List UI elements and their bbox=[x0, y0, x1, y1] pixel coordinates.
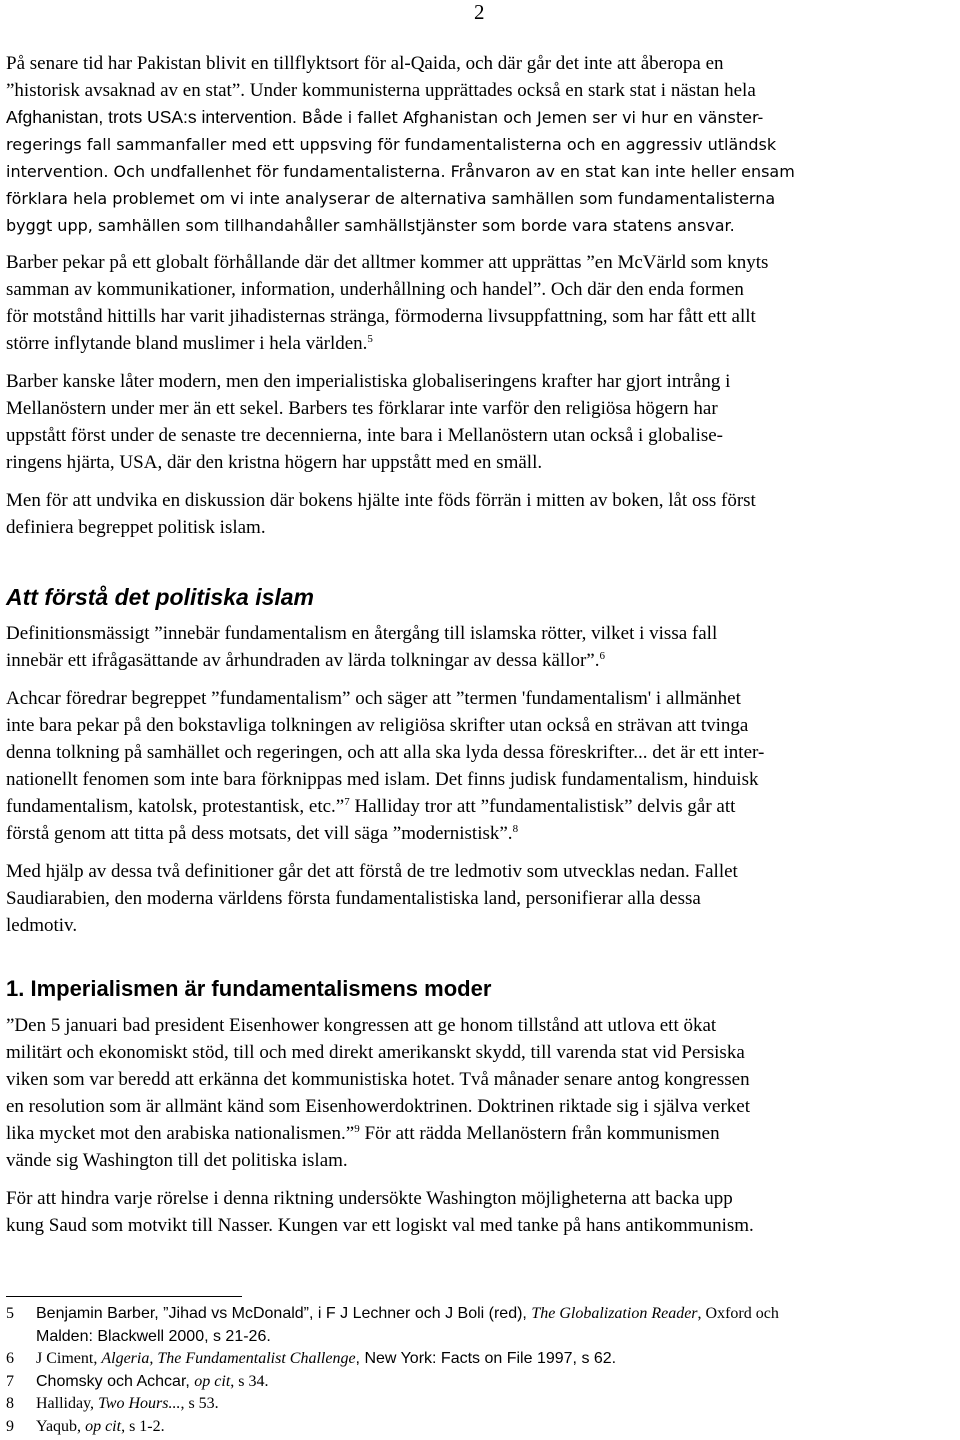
footnote-number: 9 bbox=[6, 1417, 14, 1435]
text-run: förklara hela problemet om vi inte analyserar de alternativa samhällen som fundamentalisterna bbox=[6, 189, 776, 208]
text-run: denna tolkning på samhället och regeringen, och att alla ska lyda dessa föreskrifter... det är ett inter- bbox=[6, 742, 765, 763]
text-run: För att hindra varje rörelse i denna riktning undersökte Washington möjligheterna att backa upp bbox=[6, 1188, 733, 1209]
footnote bbox=[6, 1303, 950, 1348]
footnote-number: 8 bbox=[6, 1395, 14, 1412]
text-run: Barber pekar på ett globalt förhållande där det alltmer kommer att upprättas ”en McVärld som knyts bbox=[6, 252, 769, 273]
page-number: 2 bbox=[474, 0, 485, 24]
text-run: , Oxford och bbox=[697, 1305, 779, 1322]
italic-text: Algeria, The Fundamentalist Challenge bbox=[101, 1350, 356, 1367]
text-run: Barber kanske låter modern, men den imperialistiska globaliseringens krafter har gjort intrång i bbox=[6, 371, 731, 392]
footnote-ref: 8 bbox=[512, 823, 519, 835]
text-run: Achcar föredrar begreppet ”fundamentalism” och säger att ”termen 'fundamentalism' i allmänhet bbox=[6, 688, 741, 709]
text-run: Yaqub, bbox=[36, 1417, 86, 1435]
paragraph bbox=[6, 685, 950, 847]
text-run: , s 1-2. bbox=[121, 1417, 165, 1435]
footnote bbox=[6, 1371, 950, 1394]
footnote-ref: 7 bbox=[344, 796, 350, 808]
italic-text: The Globalization Reader bbox=[531, 1305, 698, 1322]
text-run: Definitionsmässigt ”innebär fundamentalism en återgång till islamska rötter, vilket i vissa fall bbox=[6, 623, 718, 644]
text-run: För att rädda Mellanöstern från kommunismen bbox=[359, 1123, 720, 1144]
footnote-text bbox=[36, 1371, 950, 1394]
text-run: , s 34. bbox=[230, 1372, 269, 1390]
paragraph bbox=[6, 368, 950, 476]
text-run: kung Saud som motvikt till Nasser. Kungen var ett logiskt val med tanke på hans antikommunism. bbox=[6, 1215, 754, 1236]
text-run: Chomsky och Achcar, bbox=[36, 1372, 195, 1390]
text-run: definiera begreppet politisk islam. bbox=[6, 517, 266, 538]
footnote-number: 7 bbox=[6, 1372, 14, 1390]
text-run: Malden: Blackwell 2000, s 21-26. bbox=[36, 1327, 271, 1345]
footnote-text bbox=[36, 1416, 950, 1439]
footnote-text bbox=[36, 1393, 950, 1416]
text-run: för motstånd hittills har varit jihadisternas stränga, förmoderna livsuppfattning, som har fått ett allt bbox=[6, 306, 756, 327]
paragraph bbox=[6, 1185, 950, 1239]
text-run: ringens hjärta, USA, där den kristna högern har uppstått med en smäll. bbox=[6, 452, 543, 473]
paragraph bbox=[6, 249, 950, 357]
text-run: regerings fall sammanfaller med ett uppsving för fundamentalisterna och en aggressiv utländsk bbox=[6, 135, 777, 154]
paragraph bbox=[6, 487, 950, 541]
italic-text: Two Hours... bbox=[98, 1395, 181, 1412]
text-run: J Ciment, bbox=[36, 1350, 102, 1367]
text-run: n av en stat kan inte heller ensam bbox=[520, 162, 795, 181]
footnote-separator bbox=[6, 1296, 242, 1297]
text-run: innebär ett ifrågasättande av århundraden av lärda tolkningar av dessa källor”. bbox=[6, 650, 600, 671]
text-run: ledmotiv. bbox=[6, 915, 78, 936]
footnote-text bbox=[36, 1348, 950, 1371]
footnote bbox=[6, 1393, 950, 1416]
footnote-ref: 5 bbox=[367, 333, 373, 345]
document-body bbox=[6, 50, 950, 1250]
text-run: viken som var beredd att erkänna det kommunistiska hotet. Två månader senare antog kongressen bbox=[6, 1069, 750, 1090]
section-heading: 1. Imperialismen är fundamentalismens moder bbox=[6, 976, 492, 1001]
text-run: Frånvaro bbox=[445, 162, 521, 181]
text-run: Men för att undvika en diskussion där bokens hjälte inte föds förrän i mitten av boken, låt oss först bbox=[6, 490, 756, 511]
footnote bbox=[6, 1348, 950, 1371]
text-run: På senare tid har Pakistan blivit en tillflyktsort för al-Qaida, och där går det inte att åberopa en bbox=[6, 53, 724, 74]
text-run: ”historisk avsaknad av en stat”. Under kommunisterna upprättades också en stark stat i nästan hela bbox=[6, 80, 756, 101]
text-run: Saudiarabien, den moderna världens första fundamentalistiska land, personifierar alla dessa bbox=[6, 888, 701, 909]
text-run: intervention. Och undfallenhet för fundamentalisterna. bbox=[6, 162, 446, 181]
footnote-number: 5 bbox=[6, 1305, 14, 1322]
text-run: förstå genom att titta på dess motsats, det vill säga ”modernistisk”. bbox=[6, 823, 513, 844]
paragraph bbox=[6, 50, 950, 239]
text-run: Både i fallet Afghanistan och Jemen ser vi hur en vänster- bbox=[296, 108, 764, 127]
text-run: Afghanistan, trots USA:s intervention. bbox=[6, 107, 297, 127]
text-run: Halliday tror att ”fundamentalistisk” delvis går att bbox=[349, 796, 736, 817]
paragraph bbox=[6, 858, 950, 939]
footnote bbox=[6, 1416, 950, 1439]
text-run: samman av kommunikationer, information, underhållning och handel”. Och där den enda formen bbox=[6, 279, 744, 300]
text-run: lika mycket mot den arabiska nationalismen.” bbox=[6, 1123, 355, 1144]
text-run: byggt upp, samhällen som tillhandahåller samhällstjänster som borde vara statens ansvar. bbox=[6, 216, 735, 235]
italic-text: op cit bbox=[85, 1417, 122, 1435]
text-run: Mellanöstern under mer än ett sekel. Barbers tes förklarar inte varför den religiösa högern har bbox=[6, 398, 718, 419]
footnote-number: 6 bbox=[6, 1350, 14, 1367]
text-run: större inflytande bland muslimer i hela världen. bbox=[6, 333, 368, 354]
footnote-text bbox=[36, 1303, 950, 1348]
text-run: Halliday, bbox=[36, 1395, 99, 1412]
text-run: nationellt fenomen som inte bara förknippas med islam. Det finns judisk fundamentalism, hinduisk bbox=[6, 769, 759, 790]
text-run: en resolution som är allmänt känd som Eisenhowerdoktrinen. Doktrinen riktade sig i själva verket bbox=[6, 1096, 750, 1117]
italic-text: op cit bbox=[194, 1372, 231, 1390]
footnotes bbox=[6, 1303, 950, 1438]
paragraph bbox=[6, 1012, 950, 1174]
text-run: Med hjälp av dessa två definitioner går det att förstå de tre ledmotiv som utvecklas nedan. Fallet bbox=[6, 861, 738, 882]
text-run: inte bara pekar på den bokstavliga tolkningen av religiösa skrifter utan också en strävan att tvinga bbox=[6, 715, 749, 736]
text-run: vände sig Washington till det politiska islam. bbox=[6, 1150, 348, 1171]
text-run: Benjamin Barber, ”Jihad vs McDonald”, i F J Lechner och J Boli (red), bbox=[36, 1305, 532, 1322]
text-run: , New York: Facts on File 1997, s 62. bbox=[355, 1350, 617, 1367]
text-run: fundamentalism, katolsk, protestantisk, etc.” bbox=[6, 796, 345, 817]
paragraph bbox=[6, 620, 950, 674]
section-heading: Att förstå det politiska islam bbox=[6, 584, 315, 610]
footnote-ref: 9 bbox=[354, 1123, 360, 1135]
text-run: ”Den 5 januari bad president Eisenhower kongressen att ge honom tillstånd att utlova ett ökat bbox=[6, 1015, 717, 1036]
footnote-ref: 6 bbox=[599, 650, 605, 662]
text-run: , s 53. bbox=[180, 1395, 219, 1412]
text-run: uppstått först under de senaste tre decennierna, inte bara i Mellanöstern utan också i globalise- bbox=[6, 425, 723, 446]
text-run: militärt och ekonomiskt stöd, till och med direkt amerikanskt skydd, till varenda stat vid Persiska bbox=[6, 1042, 745, 1063]
